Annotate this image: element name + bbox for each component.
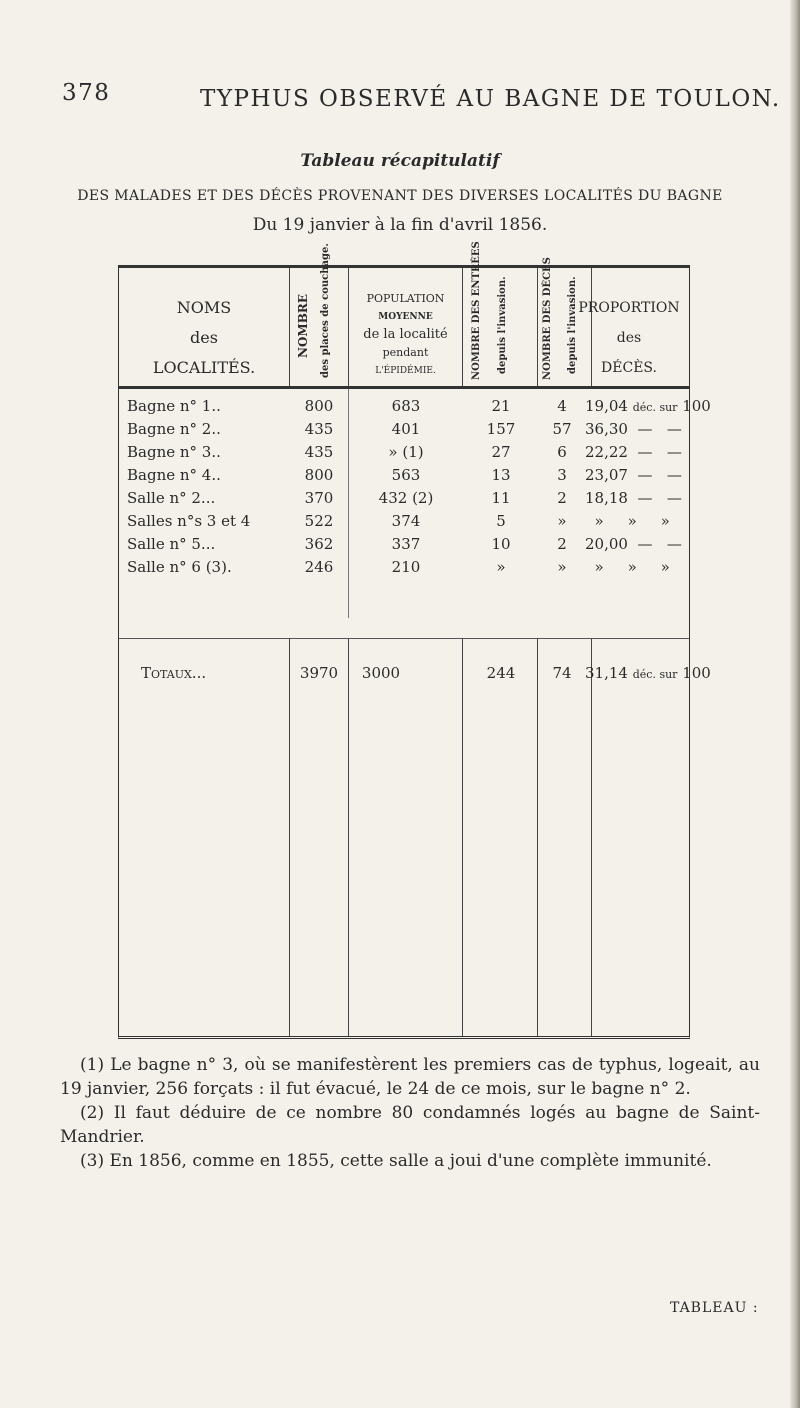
cell-population: 563 — [391, 466, 421, 484]
header-rule — [119, 386, 689, 389]
cell-localite: Bagne n° 4.. — [127, 466, 221, 484]
col-rule — [537, 268, 538, 388]
cell-deces: 3 — [557, 466, 567, 484]
cell-population: 337 — [391, 535, 421, 553]
table-row — [119, 489, 689, 512]
cell-localite: Salles n°s 3 et 4 — [127, 512, 251, 530]
table-row — [119, 443, 689, 466]
col-rule — [462, 268, 463, 388]
col-rule — [289, 638, 290, 1036]
table-row — [119, 512, 689, 535]
table-subtitle: DES MALADES ET DES DÉCÈS PROVENANT DES DIVERSES LOCALITÉS DU BAGNE — [77, 188, 723, 204]
cell-population: 401 — [391, 420, 421, 438]
col-rule — [537, 638, 538, 1036]
page-number: 378 — [62, 80, 111, 106]
header-nombre: NOMBRE — [296, 294, 310, 358]
cell-deces: 6 — [557, 443, 567, 461]
table-title: Tableau récapitulatif — [300, 151, 500, 171]
totals-row — [119, 664, 711, 687]
cell-entrees: 27 — [491, 443, 511, 461]
cell-entrees: 21 — [491, 397, 511, 415]
cell-proportion: 23,07 — — — [585, 466, 682, 484]
header-noms: NOMS des LOCALITÉS. — [152, 298, 256, 377]
cell-deces: 2 — [557, 535, 567, 553]
cell-entrees: 11 — [491, 489, 511, 507]
cell-localite: Bagne n° 2.. — [127, 420, 221, 438]
cell-deces: 2 — [557, 489, 567, 507]
cell-proportion: » » » — [594, 512, 670, 530]
total-population: 3000 — [361, 664, 401, 682]
footnotes — [60, 1053, 760, 1173]
cell-proportion: » » » — [594, 558, 670, 576]
table-row — [119, 466, 689, 489]
header-proportion: PROPORTION des DÉCÈS. — [578, 300, 680, 376]
cell-entrees: » — [496, 558, 506, 576]
table-row — [119, 558, 689, 581]
cell-population: » (1) — [388, 443, 424, 461]
cell-localite: Salle n° 5... — [127, 535, 216, 553]
cell-places: 800 — [304, 397, 334, 415]
col-rule — [289, 268, 290, 388]
header-nombre-sub: des places de couchage. — [320, 243, 331, 378]
cell-places: 362 — [304, 535, 334, 553]
cell-deces: 57 — [552, 420, 572, 438]
col-rule — [462, 638, 463, 1036]
header-deces: NOMBRE DES DÉCÈS — [542, 257, 553, 380]
table-row — [119, 420, 689, 443]
cell-places: 370 — [304, 489, 334, 507]
col-rule — [591, 638, 592, 1036]
cell-population: 210 — [391, 558, 421, 576]
cell-deces: » — [557, 512, 567, 530]
cell-population: 374 — [391, 512, 421, 530]
header-entrees: NOMBRE DES ENTRÉES — [471, 241, 482, 380]
cell-places: 435 — [304, 420, 334, 438]
cell-localite: Bagne n° 3.. — [127, 443, 221, 461]
cell-localite: Salle n° 6 (3). — [127, 558, 232, 576]
footnote-2: (2) Il faut déduire de ce nombre 80 condamnés logés au bagne de Saint-Mandrier. — [60, 1103, 760, 1147]
footnote-1: (1) Le bagne n° 3, où se manifestèrent les premiers cas de typhus, logeait, au 19 janvier, 256 forçats : il fut évacué, le 24 de ce mois, sur le bagne n° 2. — [60, 1055, 760, 1099]
recap-table — [118, 241, 711, 1039]
totals-rule — [119, 638, 689, 639]
header-population: POPULATION MOYENNE de la localité pendant L'ÉPIDÉMIE. — [363, 292, 448, 376]
total-proportion: 31,14 déc. sur 100 — [585, 664, 711, 682]
header-entrees-sub: depuis l'invasion. — [497, 276, 508, 374]
cell-proportion: 20,00 — — — [585, 535, 682, 553]
cell-proportion: 18,18 — — — [585, 489, 682, 507]
cell-places: 435 — [304, 443, 334, 461]
catchword: TABLEAU : — [670, 1300, 759, 1316]
cell-places: 522 — [304, 512, 334, 530]
total-entrees: 244 — [486, 664, 516, 682]
cell-places: 800 — [304, 466, 334, 484]
cell-entrees: 13 — [491, 466, 511, 484]
cell-places: 246 — [304, 558, 334, 576]
footnote-3: (3) En 1856, comme en 1855, cette salle a joui d'une complète immunité. — [80, 1151, 712, 1171]
cell-proportion: 36,30 — — — [585, 420, 682, 438]
page-edge-shadow — [790, 0, 800, 1408]
cell-population: 683 — [391, 397, 421, 415]
total-places: 3970 — [299, 664, 339, 682]
running-title: TYPHUS OBSERVÉ AU BAGNE DE TOULON. — [200, 86, 781, 112]
table-row — [119, 535, 689, 558]
cell-entrees: 157 — [486, 420, 516, 438]
totals-label: Totaux... — [141, 664, 207, 682]
cell-proportion: 22,22 — — — [585, 443, 682, 461]
col-rule — [348, 638, 349, 1036]
table-row — [119, 397, 711, 420]
cell-localite: Salle n° 2... — [127, 489, 216, 507]
cell-deces: 4 — [557, 397, 567, 415]
total-deces: 74 — [552, 664, 572, 682]
cell-deces: » — [557, 558, 567, 576]
cell-entrees: 5 — [496, 512, 506, 530]
cell-population: 432 (2) — [378, 489, 434, 507]
cell-entrees: 10 — [491, 535, 511, 553]
header-deces-sub: depuis l'invasion. — [567, 276, 578, 374]
cell-proportion: 19,04 déc. sur 100 — [585, 397, 711, 415]
cell-localite: Bagne n° 1.. — [127, 397, 221, 415]
table-dateline: Du 19 janvier à la fin d'avril 1856. — [252, 215, 548, 235]
